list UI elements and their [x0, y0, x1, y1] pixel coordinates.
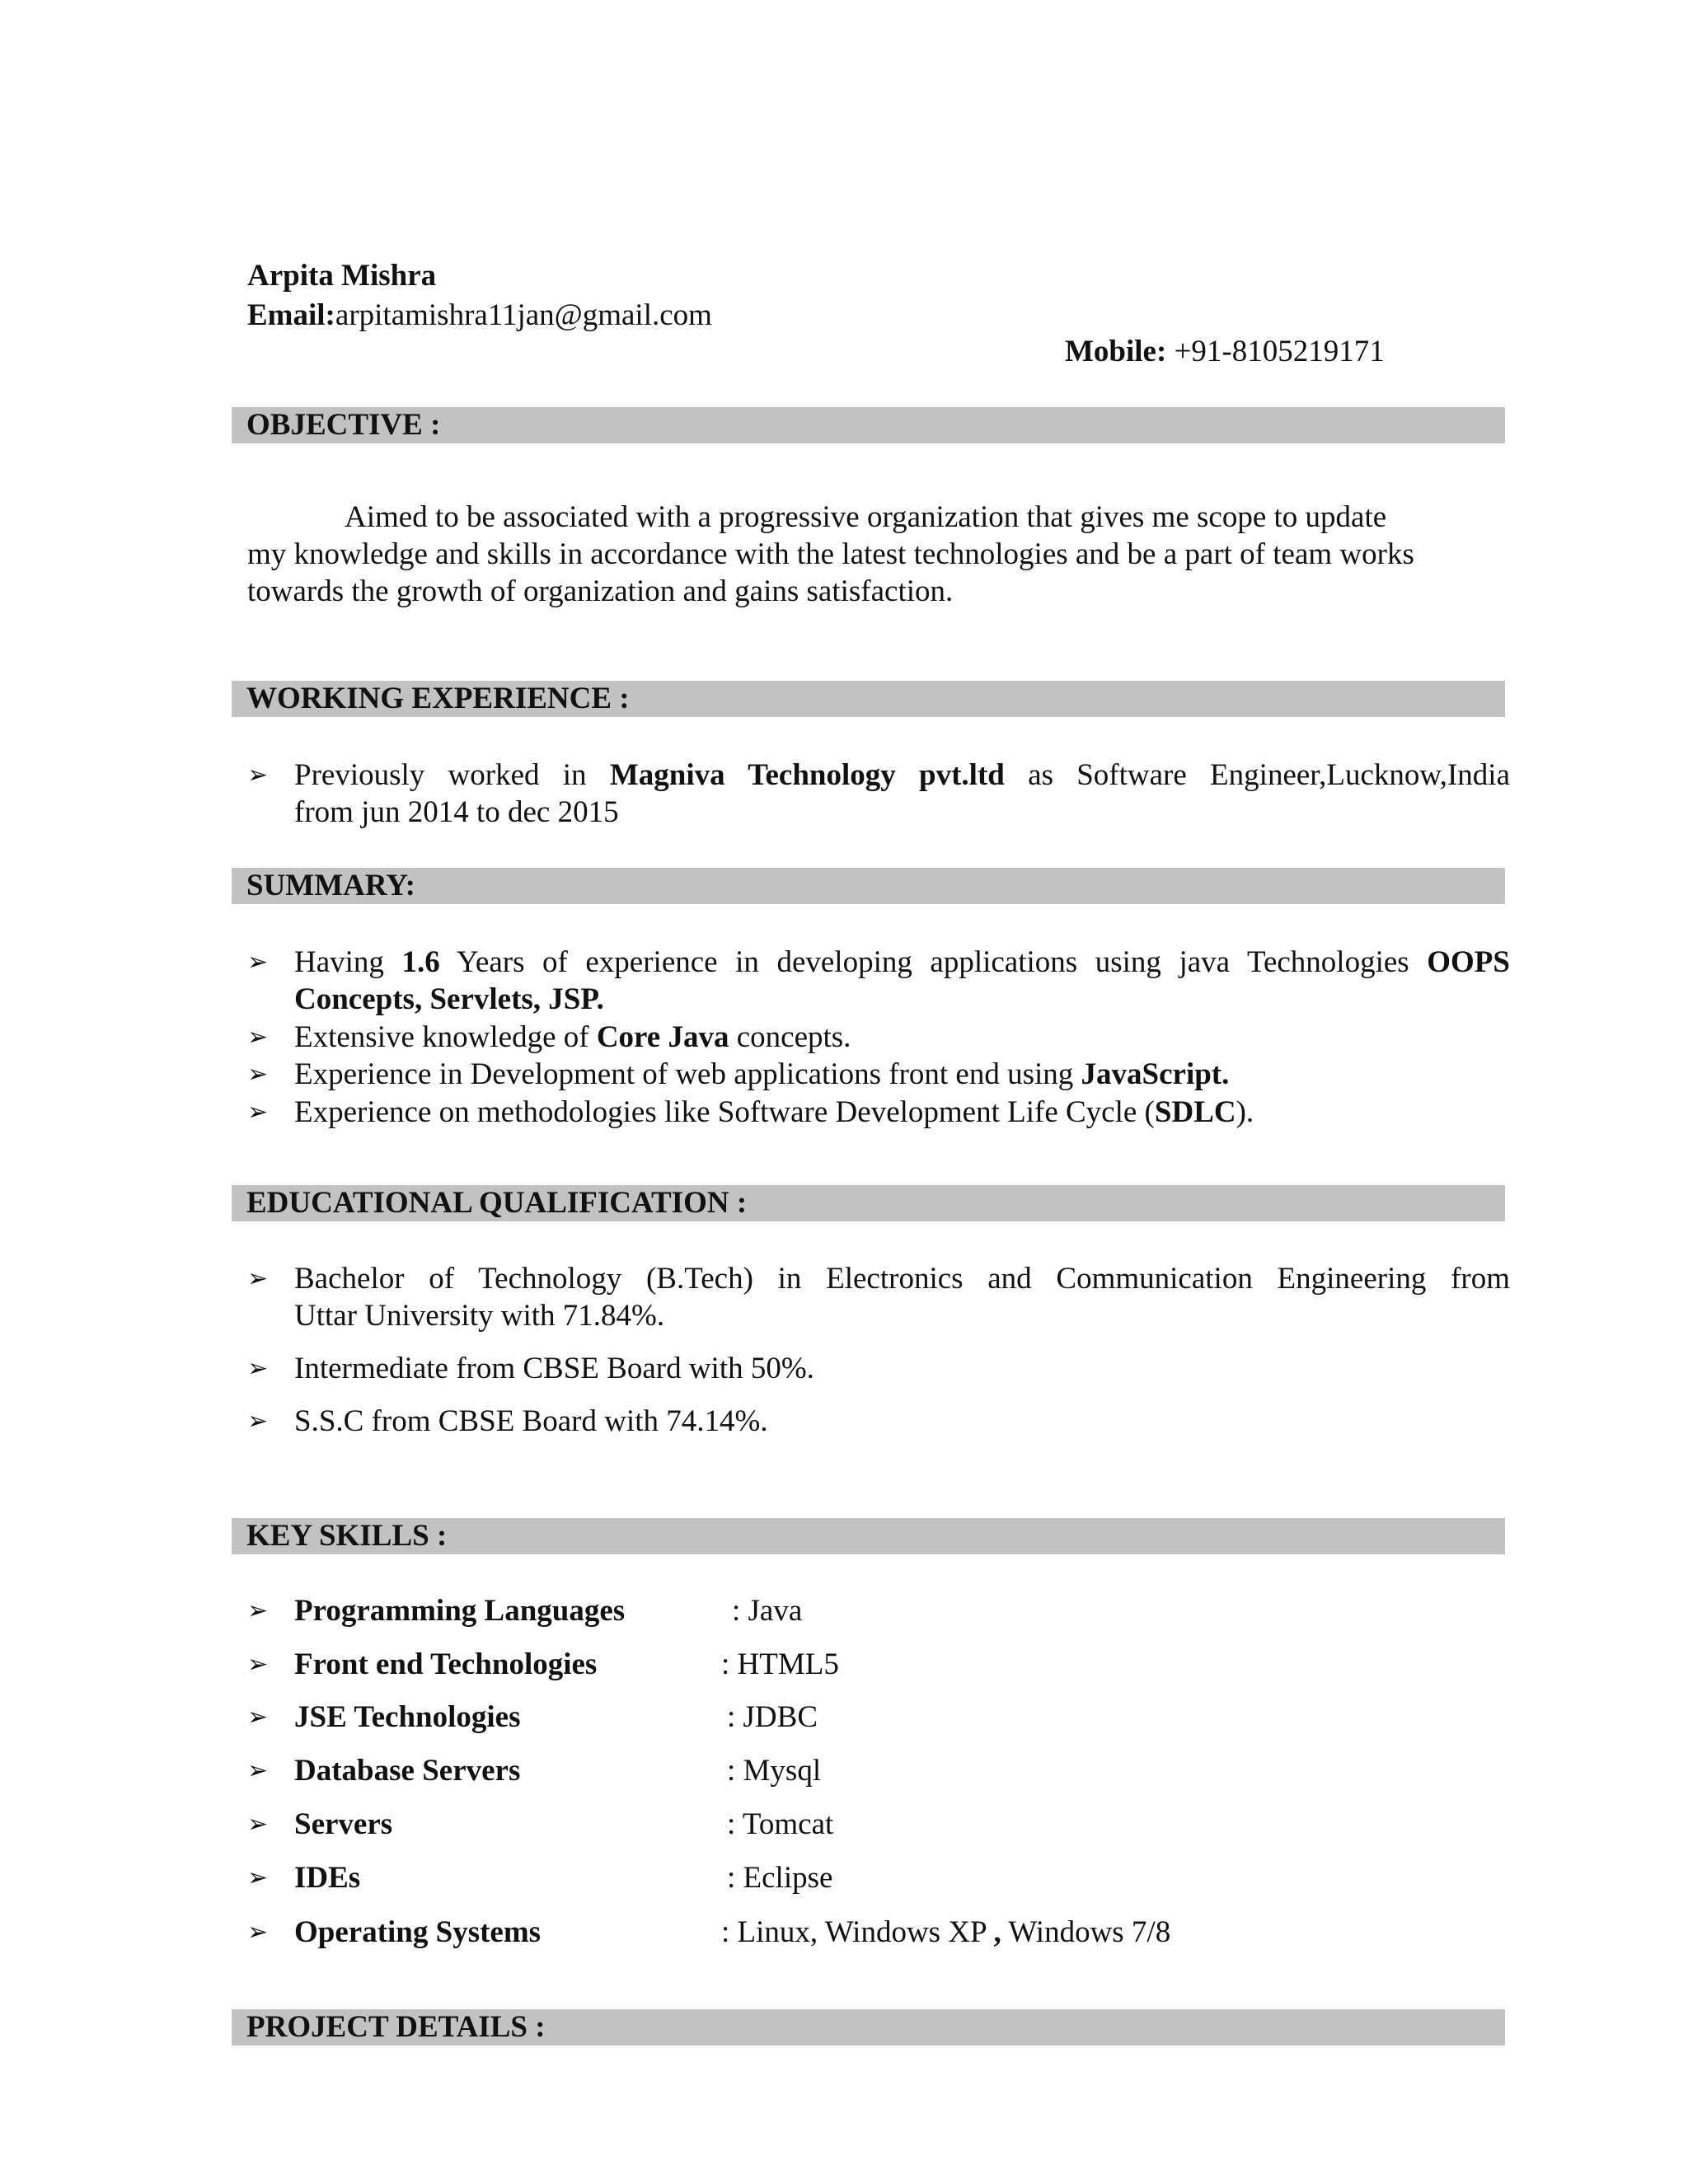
skill-label: Database Servers [294, 1754, 521, 1788]
arrow-bullet-icon: ➢ [247, 1596, 269, 1625]
company-name: Magniva Technology pvt.ltd [609, 758, 1005, 792]
objective-line: my knowledge and skills in accordance with the latest technologies and be a part of team works [247, 537, 1414, 571]
skill-label: Operating Systems [294, 1915, 542, 1949]
skill-value: : Java [732, 1594, 803, 1628]
summary-heading: SUMMARY: [246, 869, 415, 902]
skills-heading: KEY SKILLS : [246, 1519, 448, 1553]
email-value: arpitamishra11jan@gmail.com [335, 298, 712, 332]
email-line [247, 297, 712, 334]
objective-line: towards the growth of organization and gains satisfaction. [247, 574, 954, 608]
arrow-bullet-icon: ➢ [247, 1023, 269, 1052]
skill-label: Servers [294, 1807, 393, 1841]
skill-label: Programming Languages [294, 1594, 626, 1628]
arrow-bullet-icon: ➢ [247, 948, 269, 977]
objective-line: Aimed to be associated with a progressive organization that gives me scope to update [345, 500, 1387, 534]
skill-label: IDEs [294, 1861, 361, 1895]
skill-value: : Mysql [727, 1754, 822, 1788]
arrow-bullet-icon: ➢ [247, 761, 269, 790]
experience-heading: WORKING EXPERIENCE : [246, 682, 630, 715]
skill-value: : Tomcat [727, 1807, 834, 1841]
arrow-bullet-icon: ➢ [247, 1756, 269, 1785]
mobile-label: Mobile: [1065, 335, 1167, 368]
arrow-bullet-icon: ➢ [247, 1918, 269, 1947]
arrow-bullet-icon: ➢ [247, 1354, 269, 1383]
email-label: Email: [247, 298, 335, 332]
skill-label: JSE Technologies [294, 1700, 521, 1734]
arrow-bullet-icon: ➢ [247, 1650, 269, 1679]
candidate-name: Arpita Mishra [247, 259, 437, 293]
skill-value: : Eclipse [727, 1861, 833, 1895]
projects-heading-bar [232, 2009, 1505, 2046]
experience-item-text: Previously worked in Magniva Technology pvt.ltd as Software Engineer,Lucknow,India from jun 2014 to dec 2015 [294, 758, 1510, 829]
projects-heading: PROJECT DETAILS : [246, 2010, 546, 2044]
objective-heading-bar [232, 407, 1505, 443]
arrow-bullet-icon: ➢ [247, 1810, 269, 1839]
skill-value: : HTML5 [721, 1647, 839, 1681]
arrow-bullet-icon: ➢ [247, 1407, 269, 1436]
arrow-bullet-icon: ➢ [247, 1060, 269, 1089]
skill-value: : JDBC [727, 1700, 818, 1734]
skills-heading-bar [232, 1518, 1505, 1554]
mobile-value: +91-8105219171 [1166, 335, 1385, 368]
skill-value: : Linux, Windows XP , Windows 7/8 [721, 1915, 1171, 1949]
objective-heading: OBJECTIVE : [246, 408, 441, 442]
mobile-line [1065, 333, 1385, 370]
arrow-bullet-icon: ➢ [247, 1703, 269, 1732]
arrow-bullet-icon: ➢ [247, 1863, 269, 1892]
experience-heading-bar [232, 681, 1505, 717]
summary-heading-bar [232, 868, 1505, 904]
objective-paragraph [247, 499, 1500, 610]
education-heading-bar [232, 1185, 1505, 1221]
education-heading: EDUCATIONAL QUALIFICATION : [246, 1186, 748, 1220]
skill-label: Front end Technologies [294, 1647, 598, 1681]
arrow-bullet-icon: ➢ [247, 1098, 269, 1127]
arrow-bullet-icon: ➢ [247, 1264, 269, 1293]
